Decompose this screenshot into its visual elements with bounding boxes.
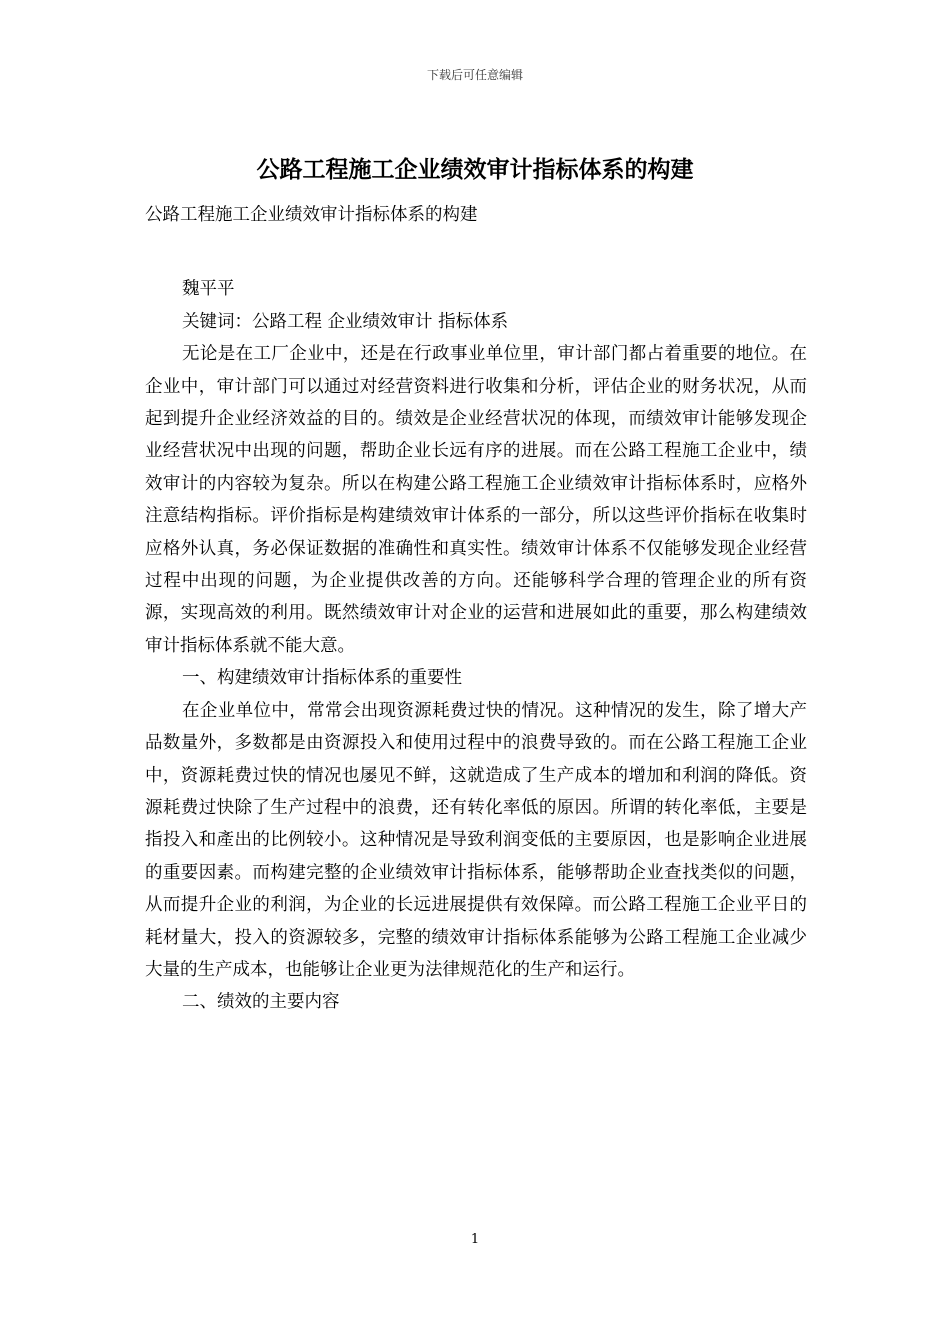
author: 魏平平 (182, 279, 235, 300)
spacer (145, 231, 807, 273)
intro-paragraph: 无论是在工厂企业中，还是在行政事业单位里，审计部门都占着重要的地位。在企业中，审计部门可以通过对经营资料进行收集和分析，评估企业的财务状况，从而起到提升企业经济效益的目的。绩效是企业经营状况的体现，而绩效审计能够发现企业经营状况中出现的问题，帮助企业长远有序的进展。而在公路工程施工企业中，绩效审计的内容较为复杂。所以在构建公路工程施工企业绩效审计指标体系时，应格外注意结构指标。评价指标是构建绩效审计体系的一部分，所以这些评价指标在收集时应格外认真，务必保证数据的准确性和真实性。绩效审计体系不仅能够发现企业经营过程中出现的问题，为企业提供改善的方向。还能够科学合理的管理企业的所有资源，实现高效的利用。既然绩效审计对企业的运营和进展如此的重要，那么构建绩效审计指标体系就不能大意。 (145, 344, 807, 656)
section-1-heading: 一、构建绩效审计指标体系的重要性 (182, 668, 462, 689)
subtitle: 公路工程施工企业绩效审计指标体系的构建 (145, 205, 478, 225)
document-body (145, 199, 807, 1019)
section-1-paragraph: 在企业单位中，常常会出现资源耗费过快的情况。这种情况的发生，除了增大产品数量外，多数都是由资源投入和使用过程中的浪费导致的。而在公路工程施工企业中，资源耗费过快的情况也屡见不鲜，这就造成了生产成本的增加和利润的降低。资源耗费过快除了生产过程中的浪费，还有转化率低的原因。所谓的转化率低，主要是指投入和產出的比例较小。这种情况是导致利润变低的主要原因，也是影响企业进展的重要因素。而构建完整的企业绩效审计指标体系，能够帮助企业查找类似的问题，从而提升企业的利润，为企业的长远进展提供有效保障。而公路工程施工企业平日的耗材量大，投入的资源较多，完整的绩效审计指标体系能够为公路工程施工企业减少大量的生产成本，也能够让企业更为法律规范化的生产和运行。 (145, 700, 807, 980)
page-number: 1 (470, 1232, 480, 1247)
document-title: 公路工程施工企业绩效审计指标体系的构建 (256, 156, 694, 183)
keywords: 关键词：公路工程 企业绩效审计 指标体系 (182, 311, 509, 332)
header-note: 下载后可任意编辑 (426, 68, 523, 82)
section-2-heading: 二、绩效的主要内容 (182, 992, 340, 1013)
